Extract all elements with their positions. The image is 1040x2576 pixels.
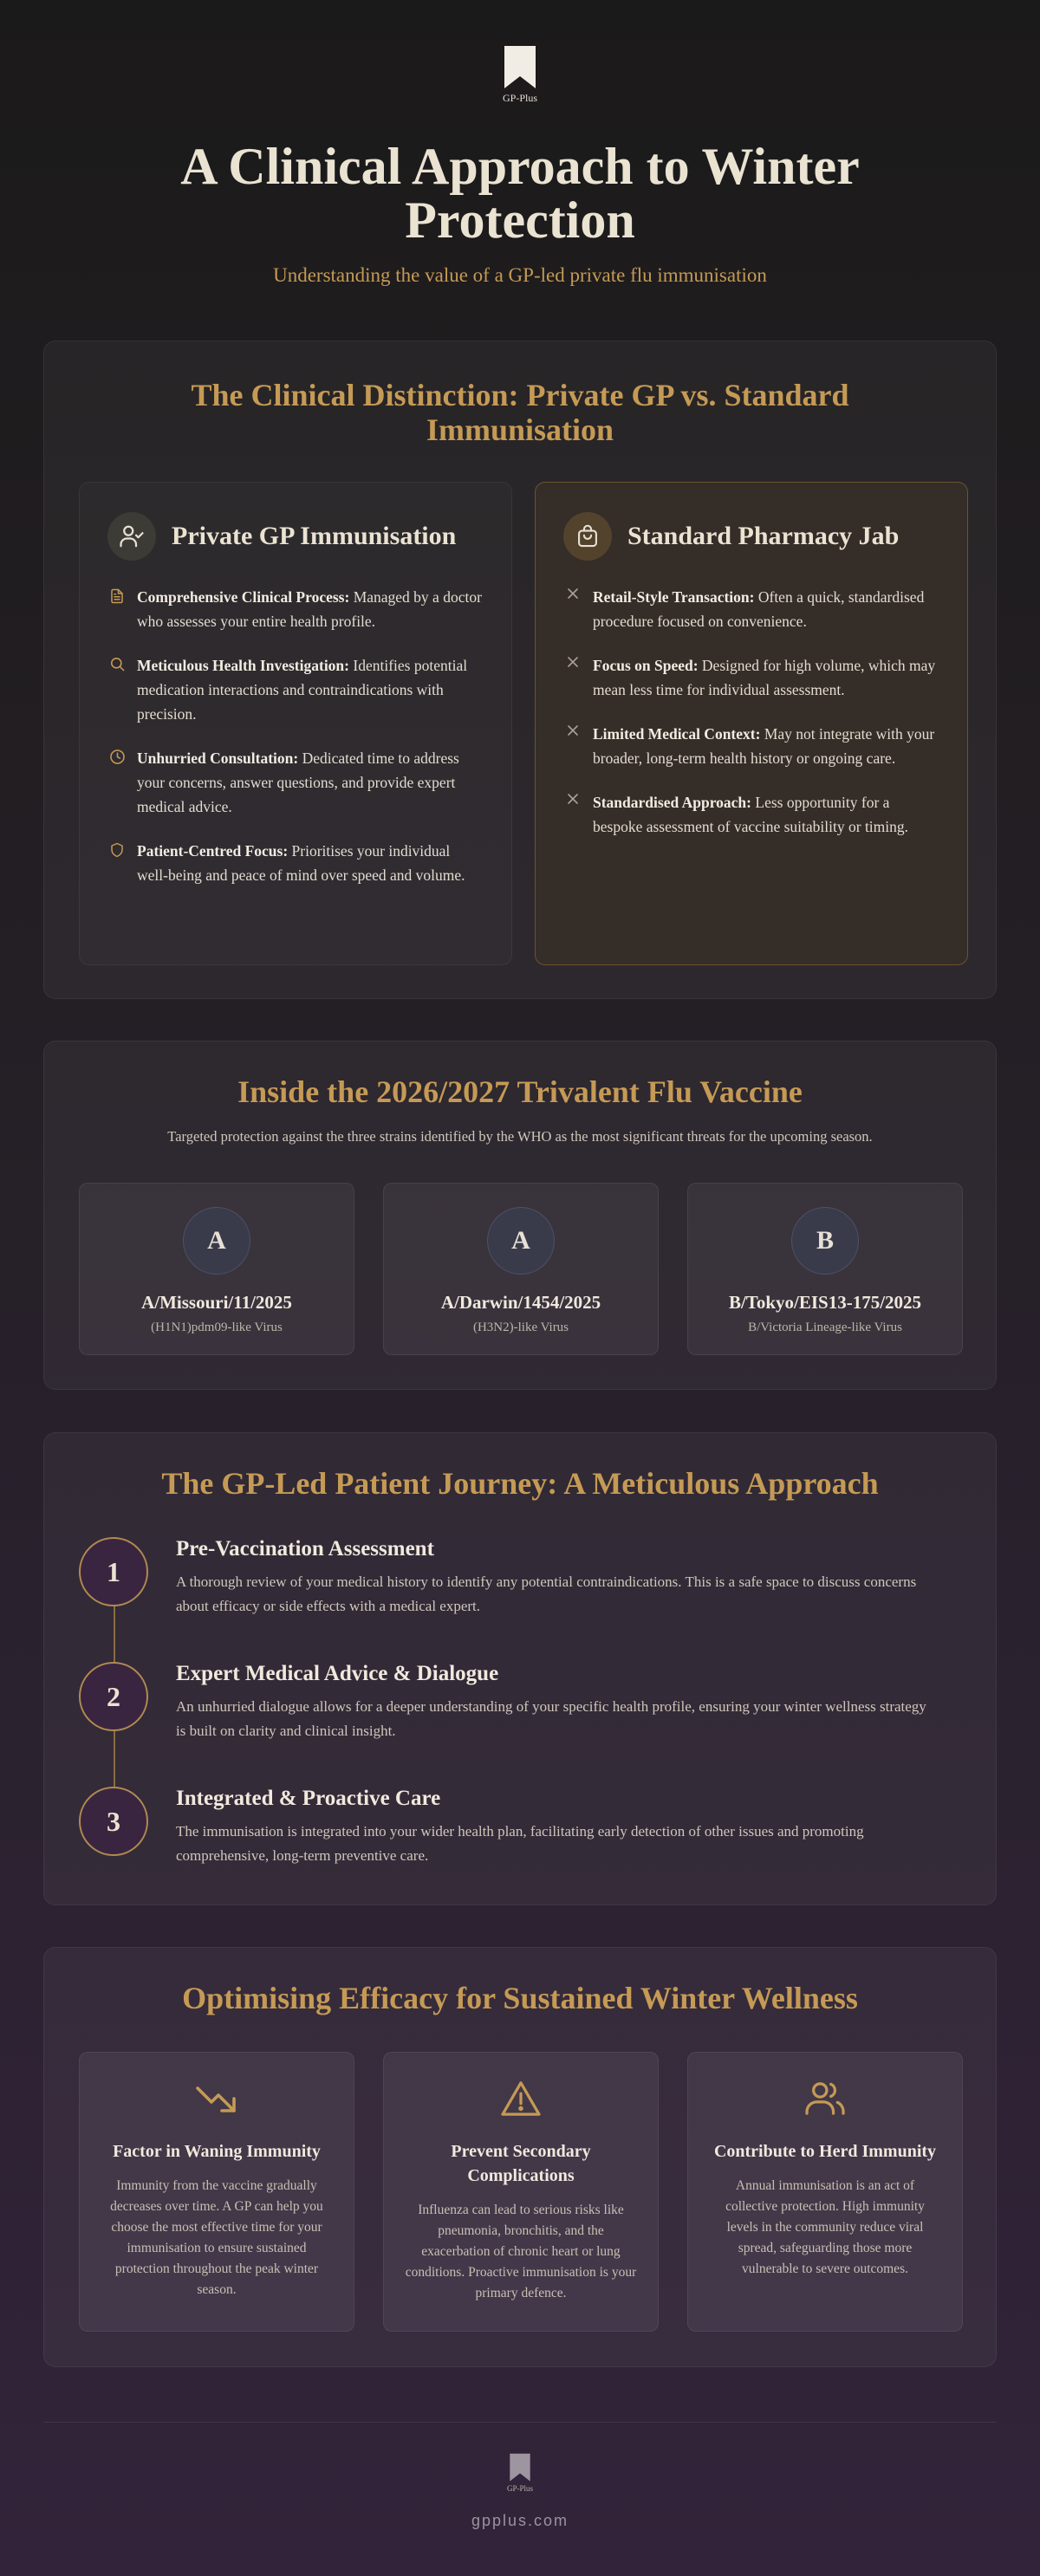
- step-body: [176, 1787, 939, 1868]
- item-label: Retail-Style Transaction:: [593, 588, 755, 606]
- journey-step: [79, 1787, 963, 1868]
- list-item: [107, 746, 484, 819]
- step-description: A thorough review of your medical history to identify any potential contraindications. This is a safe space to discuss concerns about efficacy or side effects with a medical expert.: [176, 1574, 917, 1614]
- step-title: Integrated & Proactive Care: [176, 1787, 441, 1810]
- list-item: [563, 653, 939, 702]
- comparison-section: [43, 341, 997, 999]
- footer: [0, 2453, 1040, 2530]
- item-label: Focus on Speed:: [593, 657, 699, 674]
- card-title: Factor in Waning Immunity: [113, 2142, 321, 2161]
- step-title: Pre-Vaccination Assessment: [176, 1537, 434, 1561]
- journey-step: [79, 1662, 963, 1743]
- comparison-title: The Clinical Distinction: Private GP vs. Standard Immunisation: [191, 378, 849, 447]
- bookmark-logo-icon: [509, 2453, 531, 2482]
- journey-section: [43, 1432, 997, 1905]
- item-description: Designed for high volume, which may mean less time for individual assessment.: [593, 657, 936, 698]
- list-item-text: [137, 585, 484, 633]
- item-description: Less opportunity for a bespoke assessment of vaccine suitability or timing.: [593, 794, 909, 835]
- header: [0, 0, 1040, 287]
- page-title: A Clinical Approach to Winter Protection: [180, 138, 860, 249]
- x-icon: [563, 722, 582, 770]
- vaccine-description: Targeted protection against the three strains identified by the WHO as the most significant threats for the upcoming season.: [167, 1128, 873, 1145]
- list-item-text: [593, 722, 939, 770]
- item-label: Unhurried Consultation:: [137, 749, 299, 767]
- item-description: Often a quick, standardised procedure focused on convenience.: [593, 588, 925, 630]
- item-label: Comprehensive Clinical Process:: [137, 588, 350, 606]
- footer-logo[interactable]: [507, 2453, 533, 2493]
- document-icon: [107, 585, 127, 633]
- list-item: [107, 839, 484, 887]
- list-item-text: [593, 653, 939, 702]
- list-item: [107, 585, 484, 633]
- x-icon: [563, 585, 582, 633]
- list-item-text: [137, 839, 484, 887]
- item-description: Dedicated time to address your concerns, answer questions, and provide expert medical advice.: [137, 749, 459, 815]
- list-item: [563, 585, 939, 633]
- list-item: [563, 722, 939, 770]
- strain-description: B/Victoria Lineage-like Virus: [748, 1320, 902, 1334]
- strain-card: [79, 1183, 354, 1355]
- strain-description: (H1N1)pdm09-like Virus: [151, 1320, 283, 1334]
- step-description: An unhurried dialogue allows for a deeper understanding of your specific health profile, ensuring your winter wellness strategy is built on clarity and clinical insight.: [176, 1698, 926, 1739]
- strain-letter-badge: A: [183, 1207, 250, 1275]
- warning-triangle-icon: [405, 2079, 637, 2119]
- page-subtitle: Understanding the value of a GP-led private flu immunisation: [273, 264, 767, 286]
- users-icon: [709, 2079, 941, 2119]
- strain-name: A/Missouri/11/2025: [141, 1292, 292, 1313]
- item-description: Identifies potential medication interactions and contraindications with precision.: [137, 657, 468, 723]
- x-icon: [563, 790, 582, 839]
- strain-letter-badge: A: [487, 1207, 555, 1275]
- step-number: 3: [79, 1787, 148, 1856]
- footer-logo-text: GP-Plus: [506, 2484, 533, 2493]
- strain-letter-badge: B: [791, 1207, 859, 1275]
- item-description: May not integrate with your broader, long-term health history or ongoing care.: [593, 725, 935, 767]
- private-gp-header: [107, 512, 484, 561]
- item-label: Standardised Approach:: [593, 794, 751, 811]
- item-label: Meticulous Health Investigation:: [137, 657, 349, 674]
- strain-name: B/Tokyo/EIS13-175/2025: [728, 1292, 922, 1313]
- footer-website-link[interactable]: gpplus.com: [471, 2512, 569, 2529]
- item-label: Patient-Centred Focus:: [137, 842, 289, 860]
- footer-divider: [43, 2422, 997, 2423]
- shield-icon: [107, 839, 127, 887]
- private-gp-title: Private GP Immunisation: [172, 522, 457, 550]
- efficacy-title: Optimising Efficacy for Sustained Winter Wellness: [182, 1981, 858, 2015]
- efficacy-card: [687, 2052, 963, 2332]
- private-gp-panel: [79, 482, 512, 965]
- list-item-text: [593, 585, 939, 633]
- step-title: Expert Medical Advice & Dialogue: [176, 1662, 499, 1685]
- pharmacy-header: [563, 512, 939, 561]
- list-item-text: [593, 790, 939, 839]
- search-icon: [107, 653, 127, 726]
- journey-title: The GP-Led Patient Journey: A Meticulous Approach: [161, 1466, 879, 1501]
- strain-description: (H3N2)-like Virus: [472, 1320, 569, 1334]
- clock-icon: [107, 746, 127, 819]
- step-body: [176, 1662, 939, 1743]
- pharmacy-panel: [535, 482, 968, 965]
- efficacy-card: [79, 2052, 354, 2332]
- step-number: 2: [79, 1662, 148, 1731]
- item-label: Limited Medical Context:: [593, 725, 761, 743]
- list-item-text: [137, 746, 484, 819]
- step-body: [176, 1537, 939, 1619]
- step-number: 1: [79, 1537, 148, 1606]
- card-title: Prevent Secondary Complications: [451, 2142, 591, 2185]
- bookmark-logo-icon: [503, 45, 537, 90]
- user-check-icon: [107, 512, 156, 561]
- logo-text: GP-Plus: [502, 92, 537, 104]
- step-description: The immunisation is integrated into your wider health plan, facilitating early detection of other issues and promoting comprehensive, long-term preventive care.: [176, 1823, 864, 1864]
- vaccine-section: [43, 1041, 997, 1390]
- strain-name: A/Darwin/1454/2025: [440, 1292, 601, 1313]
- trending-down-icon: [101, 2079, 333, 2119]
- item-description: Managed by a doctor who assesses your entire health profile.: [137, 588, 482, 630]
- item-description: Prioritises your individual well-being and peace of mind over speed and volume.: [137, 842, 465, 884]
- vaccine-title: Inside the 2026/2027 Trivalent Flu Vaccine: [237, 1074, 803, 1109]
- logo[interactable]: [503, 45, 537, 105]
- card-description: Annual immunisation is an act of collective protection. High immunity levels in the community reduce viral spread, safeguarding those more vulnerable to severe outcomes.: [725, 2178, 925, 2276]
- efficacy-section: [43, 1947, 997, 2367]
- efficacy-card: [383, 2052, 659, 2332]
- x-icon: [563, 653, 582, 702]
- strain-card: [687, 1183, 963, 1355]
- shopping-bag-icon: [563, 512, 612, 561]
- list-item: [107, 653, 484, 726]
- pharmacy-title: Standard Pharmacy Jab: [627, 522, 900, 550]
- card-description: Influenza can lead to serious risks like pneumonia, bronchitis, and the exacerbation of chronic heart or lung conditions. Proactive immunisation is your primary defence.: [405, 2203, 637, 2300]
- strain-card: [383, 1183, 659, 1355]
- journey-step: [79, 1537, 963, 1619]
- card-title: Contribute to Herd Immunity: [713, 2142, 937, 2161]
- list-item-text: [137, 653, 484, 726]
- card-description: Immunity from the vaccine gradually decreases over time. A GP can help you choose the most effective time for your immunisation to ensure sustained protection throughout the peak winter season.: [110, 2178, 323, 2297]
- list-item: [563, 790, 939, 839]
